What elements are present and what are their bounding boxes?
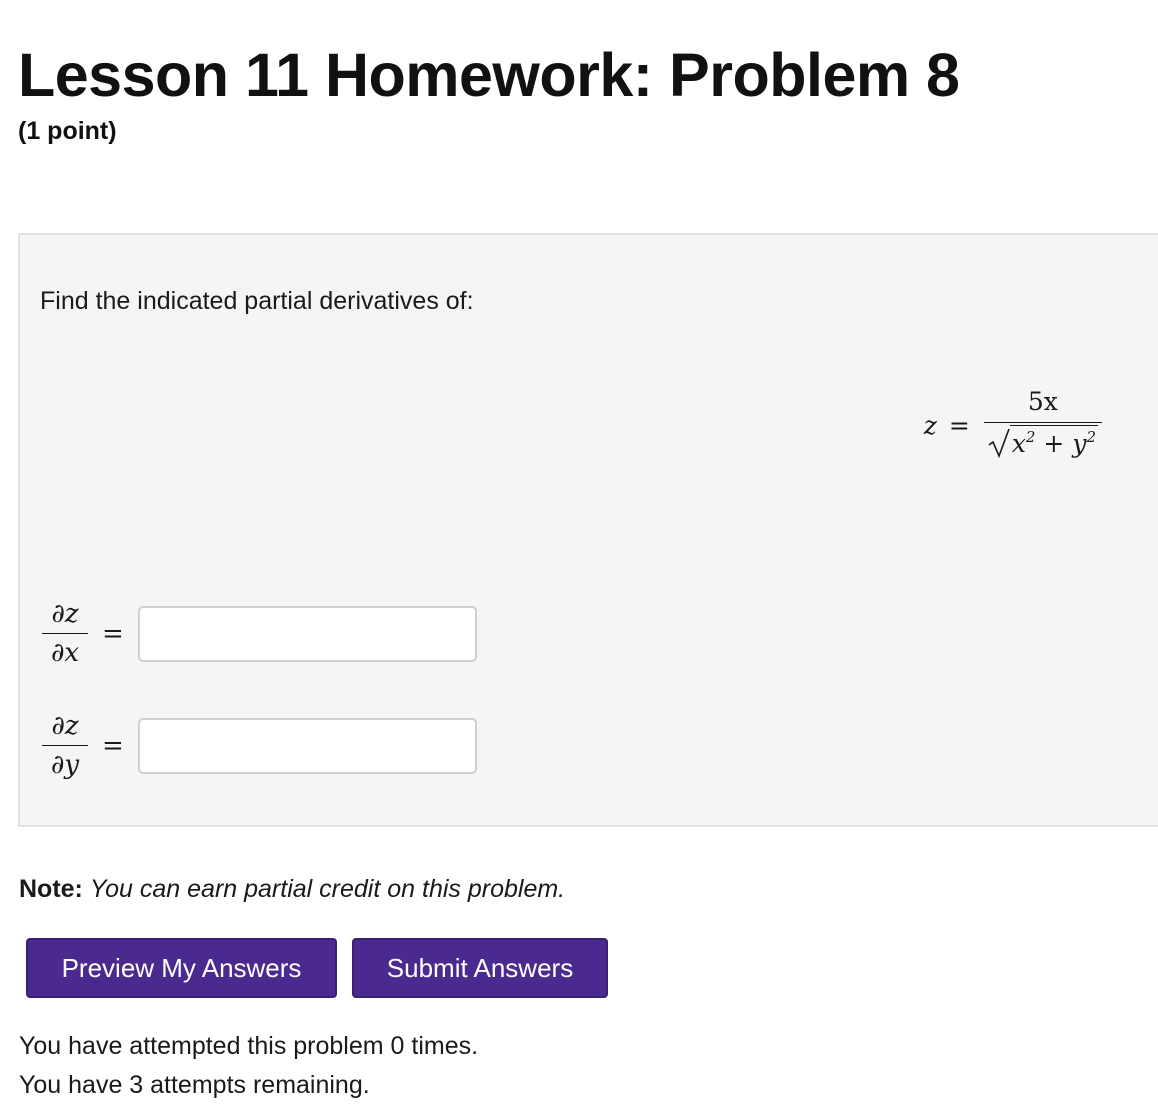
problem-box (18, 233, 1158, 827)
partial-numerator: ∂z (51, 711, 79, 741)
function-equation (924, 387, 1102, 464)
note-label: Note: (19, 875, 83, 903)
answer-input-dz-dx[interactable] (138, 606, 477, 662)
equals-sign: = (102, 730, 124, 761)
equals-sign: = (102, 618, 124, 649)
equation-lhs: z (923, 411, 937, 440)
equation-fraction (984, 387, 1102, 464)
submit-answers-button[interactable]: Submit Answers (352, 938, 608, 998)
answer-row-dz-dx (42, 599, 477, 668)
partial-numerator: ∂z (51, 599, 79, 629)
partial-credit-note (19, 875, 565, 904)
square-root (988, 425, 1098, 458)
page-title: Lesson 11 Homework: Problem 8 (18, 41, 960, 109)
radicand: $x^2 + y^2$ (1010, 425, 1098, 458)
partial-denominator: ∂y (50, 750, 80, 780)
note-text: You can earn partial credit on this problem. (89, 875, 566, 903)
radical-sign-icon (988, 428, 1010, 458)
problem-prompt: Find the indicated partial derivatives of: (40, 287, 474, 315)
partial-derivative-dz-dx (42, 599, 88, 668)
answer-input-dz-dy[interactable] (138, 718, 477, 774)
attempts-made-text: You have attempted this problem 0 times. (19, 1032, 479, 1060)
point-value: (1 point) (18, 117, 117, 145)
answer-row-dz-dy (42, 711, 477, 780)
equation-numerator: 5x (1027, 387, 1058, 416)
equation-equals: = (948, 411, 970, 440)
attempts-remaining-text: You have 3 attempts remaining. (19, 1071, 370, 1099)
partial-denominator: ∂x (50, 638, 80, 668)
preview-answers-button[interactable]: Preview My Answers (26, 938, 337, 998)
partial-derivative-dz-dy (42, 711, 88, 780)
equation-denominator (984, 423, 1102, 464)
